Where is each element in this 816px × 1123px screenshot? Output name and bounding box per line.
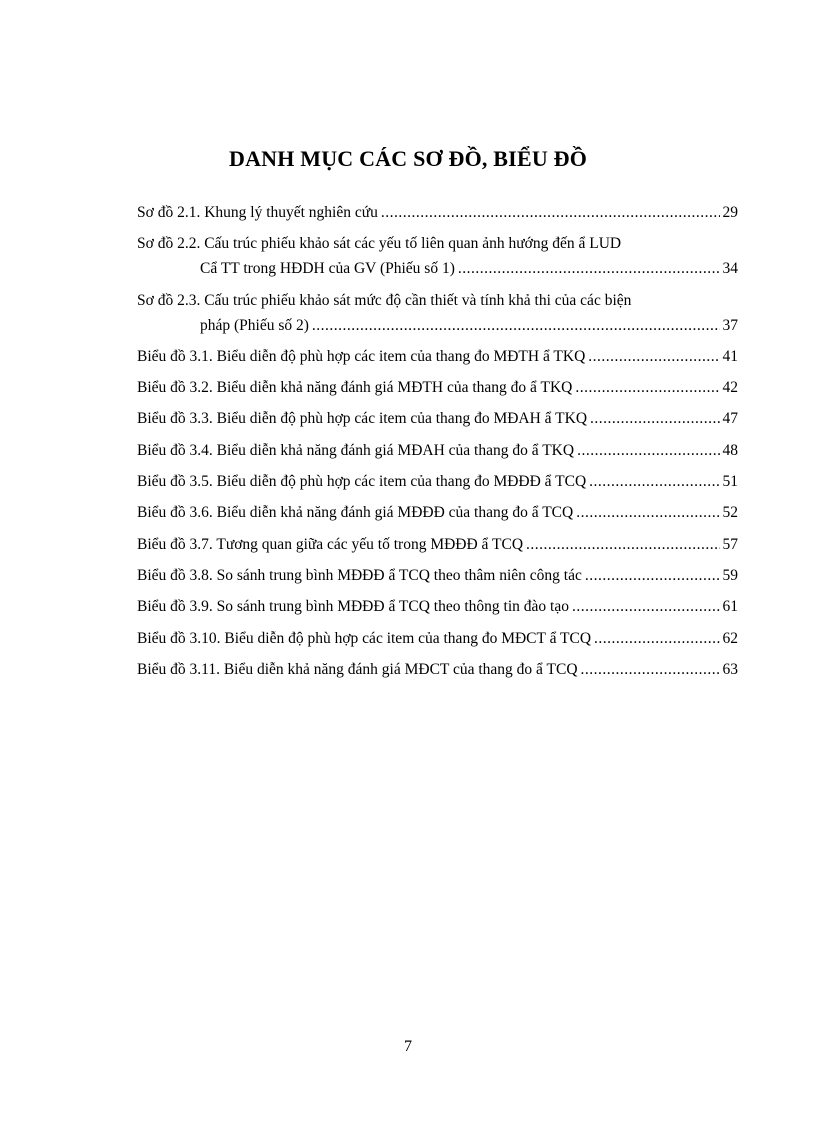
dot-leader (381, 200, 720, 225)
list-item (137, 375, 738, 400)
dot-leader (575, 375, 719, 400)
dot-leader (312, 313, 720, 338)
entry-page-number: 52 (722, 504, 738, 522)
list-item (137, 344, 738, 369)
entry-page-number: 48 (722, 441, 738, 459)
dot-leader (576, 500, 719, 525)
dot-leader (572, 594, 720, 619)
entry-page-number: 41 (722, 347, 738, 365)
list-item (137, 406, 738, 431)
figure-list (137, 200, 738, 688)
entry-text: Sơ đồ 2.1. Khung lý thuyết nghiên cứu (137, 204, 378, 221)
entry-line (137, 406, 738, 431)
entry-line (137, 594, 738, 619)
entry-page-number: 29 (722, 204, 738, 221)
dot-leader (581, 657, 720, 682)
entry-text: Biểu đồ 3.2. Biểu diễn khả năng đánh giá MĐTH của thang đo ẩ TKQ (137, 379, 573, 397)
entry-text: Sơ đồ 2.3. Cấu trúc phiếu khảo sát mức độ cần thiết và tính khả thi của các biện (137, 291, 632, 309)
entry-line (137, 438, 738, 463)
entry-line (137, 563, 738, 588)
entry-page-number: 59 (722, 566, 738, 584)
list-item (137, 500, 738, 525)
entry-text: Sơ đồ 2.2. Cấu trúc phiếu khảo sát các yếu tố liên quan ảnh hướng đến ẩ LUD (137, 235, 622, 253)
list-item (137, 626, 738, 651)
entry-line (137, 469, 738, 494)
dot-leader (589, 469, 719, 494)
entry-line (137, 231, 738, 256)
entry-line (137, 256, 738, 281)
entry-text: Biểu đồ 3.10. Biểu diễn độ phù hợp các item của thang đo MĐCT ẩ TCQ (137, 629, 592, 647)
entry-text: Biểu đồ 3.4. Biểu diễn khả năng đánh giá MĐAH của thang đo ẩ TKQ (137, 441, 575, 459)
entry-line (137, 657, 738, 682)
dot-leader (526, 532, 719, 557)
entry-text: pháp (Phiếu số 2) (200, 316, 309, 334)
entry-line (137, 500, 738, 525)
entry-page-number: 61 (722, 598, 738, 616)
list-item (137, 657, 738, 682)
entry-page-number: 51 (722, 473, 738, 491)
entry-page-number: 47 (722, 410, 738, 428)
dot-leader (585, 563, 720, 588)
entry-text: Biểu đồ 3.6. Biểu diễn khả năng đánh giá MĐĐĐ của thang đo ẩ TCQ (137, 504, 574, 522)
entry-text: Biểu đồ 3.11. Biểu diễn khả năng đánh giá MĐCT của thang đo ẩ TCQ (137, 660, 578, 678)
list-item (137, 438, 738, 463)
entry-page-number: 37 (722, 316, 738, 334)
dot-leader (577, 438, 719, 463)
entry-line (137, 375, 738, 400)
entry-text: Biểu đồ 3.5. Biểu diễn độ phù hợp các item của thang đo MĐĐĐ ẩ TCQ (137, 473, 587, 491)
entry-line (137, 200, 738, 225)
entry-text: Biểu đồ 3.8. So sánh trung bình MĐĐĐ ẩ TCQ theo thâm niên công tác (137, 566, 582, 584)
dot-leader (458, 256, 720, 281)
list-item (137, 532, 738, 557)
list-item (137, 231, 738, 281)
entry-page-number: 42 (722, 379, 738, 397)
entry-text: Biểu đồ 3.1. Biểu diễn độ phù hợp các item của thang đo MĐTH ẩ TKQ (137, 347, 586, 365)
list-item (137, 594, 738, 619)
entry-line (137, 626, 738, 651)
entry-text: Biểu đồ 3.3. Biểu diễn độ phù hợp các item của thang đo MĐAH ẩ TKQ (137, 410, 588, 428)
entry-line (137, 532, 738, 557)
list-item (137, 288, 738, 338)
dot-leader (590, 406, 719, 431)
list-item (137, 469, 738, 494)
entry-text: Biểu đồ 3.9. So sánh trung bình MĐĐĐ ẩ TCQ theo thông tin đào tạo (137, 598, 569, 616)
page-title: DANH MỤC CÁC SƠ ĐỒ, BIỂU ĐỒ (228, 146, 588, 171)
dot-leader (594, 626, 719, 651)
list-item (137, 200, 738, 225)
page-number: 7 (404, 1038, 412, 1055)
dot-leader (588, 344, 719, 369)
entry-page-number: 63 (722, 660, 738, 678)
entry-line (137, 313, 738, 338)
entry-page-number: 62 (722, 629, 738, 647)
entry-text: Biểu đồ 3.7. Tương quan giữa các yếu tố trong MĐĐĐ ẩ TCQ (137, 535, 524, 553)
entry-page-number: 34 (722, 260, 738, 278)
entry-page-number: 57 (722, 535, 738, 553)
entry-line (137, 288, 738, 313)
list-item (137, 563, 738, 588)
entry-line (137, 344, 738, 369)
entry-text: Cẩ TT trong HĐDH của GV (Phiếu số 1) (200, 260, 455, 278)
